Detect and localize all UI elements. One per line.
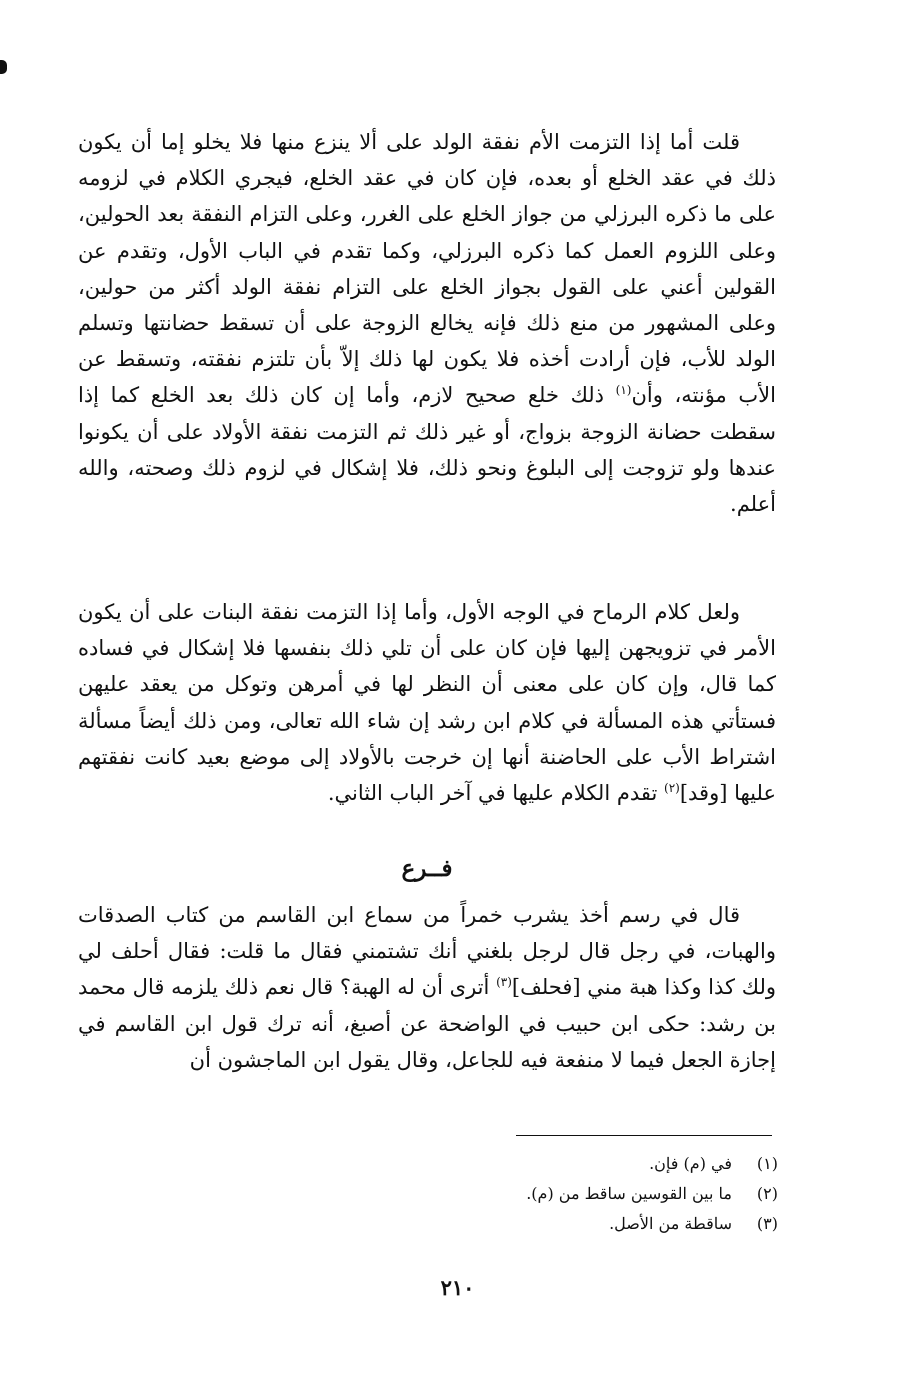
paragraph-1 [78, 124, 776, 522]
page-number: ٢١٠ [440, 1275, 475, 1300]
paragraph-2-text [78, 594, 776, 811]
paragraph-3-part-b: أترى أن له الهبة؟ قال نعم ذلك يلزمه قال محمد بن رشد: حكى ابن حبيب في الواضحة عن أصبغ، أنه ترك قول ابن القاسم في إجازة الجعل فيما لا منفعة فيه للجاعل، وقال يقول ابن الماجشون أن [78, 975, 776, 1072]
footnote-ref-1: (١) [615, 383, 632, 398]
footnote-divider [516, 1135, 772, 1136]
footnote-number: (١) [756, 1154, 778, 1173]
footnote-text: ساقطة من الأصل. [609, 1214, 732, 1233]
paragraph-3 [78, 897, 776, 1078]
paragraph-3-part-a: قال في رسم أخذ يشرب خمراً من سماع ابن القاسم من كتاب الصدقات والهبات، في رجل قال لرجل بلغني أنك تشتمني فقال ما قلت: فقال أحلف لي ولك كذا وكذا هبة مني [فحلف] [78, 903, 776, 1000]
paragraph-3-text [78, 897, 776, 1078]
footnote-number: (٣) [756, 1214, 778, 1233]
footnote-item [300, 1179, 778, 1209]
footnote-text: في (م) فإن. [649, 1154, 732, 1173]
section-heading: فــرع [401, 855, 453, 882]
footnote-number: (٢) [756, 1184, 778, 1203]
paragraph-2-part-b: تقدم الكلام عليها في آخر الباب الثاني. [327, 781, 664, 806]
paragraph-1-text [78, 124, 776, 522]
paragraph-1-part-a: قلت أما إذا التزمت الأم نفقة الولد على ألا ينزع منها فلا يخلو إما أن يكون ذلك في عقد الخلع أو بعده، فإن كان في عقد الخلع، فيجري الكلام في لزومه على ما ذكره البرزلي من جواز الخلع على الغرر، وعلى التزام النفقة بعد الحولين، وعلى اللزوم العمل كما ذكره البرزلي، وكما تقدم في الباب الأول، وتقدم عن القولين أعني على القول بجواز الخلع على التزام نفقة الولد أكثر من حولين، وعلى المشهور من منع ذلك فإنه يخالع الزوجة على أن تسقط حضانتها وتسلم الولد للأب، فإن أرادت أخذه فلا يكون لها ذلك إلاّ بأن تلتزم نفقته، وتسقط عن الأب مؤنته، وأن [78, 130, 776, 408]
footnotes [300, 1149, 778, 1239]
footnote-text: ما بين القوسين ساقط من (م). [526, 1184, 732, 1203]
footnote-item [300, 1209, 778, 1239]
paragraph-2 [78, 594, 776, 811]
footnote-ref-2: (٢) [664, 781, 680, 796]
paragraph-1-part-b: ذلك خلع صحيح لازم، وأما إن كان ذلك بعد الخلع كما إذا سقطت حضانة الزوجة بزواج، أو غير ذلك ثم التزمت نفقة الأولاد على أن يكونوا عندها ولو تزوجت إلى البلوغ ونحو ذلك، فلا إشكال في لزوم ذلك وصحته، والله أعلم. [78, 383, 776, 517]
page-edge-mark [0, 60, 7, 74]
footnote-item [300, 1149, 778, 1179]
footnote-ref-3: (٣) [496, 975, 512, 990]
paragraph-2-part-a: ولعل كلام الرماح في الوجه الأول، وأما إذا التزمت نفقة البنات على أن يكون الأمر في تزويجهن إليها فإن كان على أن تلي ذلك بنفسها فلا إشكال في فساده كما قال، وإن كان على معنى أن النظر لها في أمرهن وتوكل من يعقد عليهن فستأتي هذه المسألة في كلام ابن رشد إن شاء الله تعالى، ومن ذلك أيضاً مسألة اشتراط الأب على الحاضنة أنها إن خرجت بالأولاد إلى موضع بعيد كانت نفقتهم عليها [وقد] [78, 600, 776, 806]
